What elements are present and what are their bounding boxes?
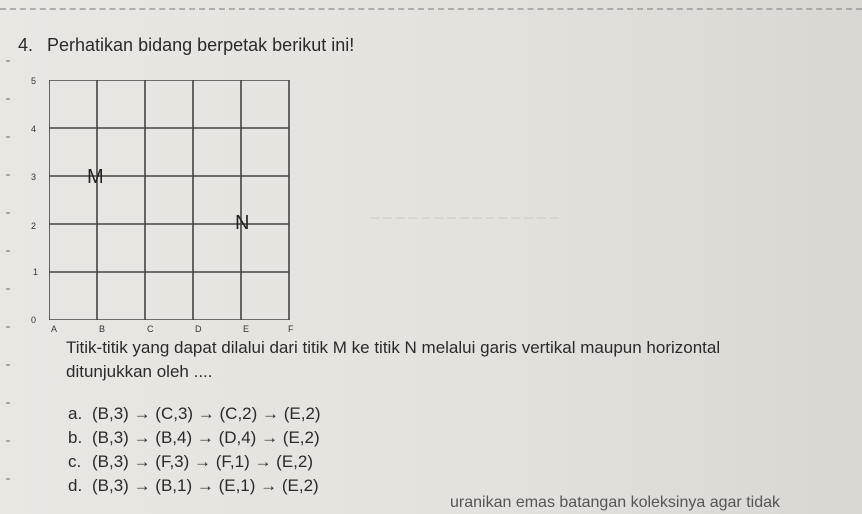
y-tick-4: 4	[31, 124, 37, 134]
answer-options	[68, 402, 321, 498]
option-c[interactable]	[68, 450, 321, 474]
y-tick-2: 2	[31, 221, 37, 231]
x-tick-F: F	[288, 324, 294, 334]
option-text: (B,3) → (F,3) → (F,1) → (E,2)	[92, 452, 314, 471]
option-text: (B,3) → (B,4) → (D,4) → (E,2)	[92, 428, 320, 447]
prompt-line-1: Titik-titik yang dapat dilalui dari titik M ke titik N melalui garis vertikal maupun horizontal	[66, 338, 721, 357]
option-text: (B,3) → (B,1) → (E,1) → (E,2)	[92, 476, 319, 495]
option-d[interactable]	[68, 474, 321, 498]
y-tick-3: 3	[31, 172, 37, 182]
point-n-label: N	[235, 212, 250, 234]
coordinate-grid	[49, 80, 299, 320]
option-text: (B,3) → (C,3) → (C,2) → (E,2)	[92, 404, 321, 423]
x-tick-C: C	[147, 324, 154, 334]
option-b[interactable]	[68, 426, 321, 450]
y-tick-1: 1	[33, 267, 39, 277]
option-letter: a.	[68, 404, 83, 423]
x-tick-A: A	[51, 324, 58, 334]
point-m-label: M	[87, 166, 104, 188]
grid-lines	[49, 80, 299, 320]
y-tick-0: 0	[31, 315, 37, 325]
option-letter: b.	[68, 428, 83, 447]
question-number: 4.	[18, 35, 34, 55]
binder-margin-marks	[6, 60, 10, 500]
x-tick-B: B	[99, 324, 106, 334]
cut-off-next-question-text: uranikan emas batangan koleksinya agar tidak	[450, 494, 780, 511]
faded-show-through-text: ─ ─ ─ ─ ─ ─ ─ ─ ─ ─ ─ ─ ─ ─ ─	[370, 210, 559, 225]
option-letter: d.	[68, 476, 83, 495]
question-text: Perhatikan bidang berpetak berikut ini!	[47, 35, 355, 55]
x-tick-E: E	[243, 324, 250, 334]
question-heading	[18, 35, 354, 56]
prompt-line-2: ditunjukkan oleh ....	[66, 362, 213, 381]
y-tick-5: 5	[31, 76, 37, 86]
option-letter: c.	[68, 452, 82, 471]
option-a[interactable]	[68, 402, 321, 426]
page-top-dashed-line	[0, 8, 862, 10]
x-tick-D: D	[195, 324, 202, 334]
